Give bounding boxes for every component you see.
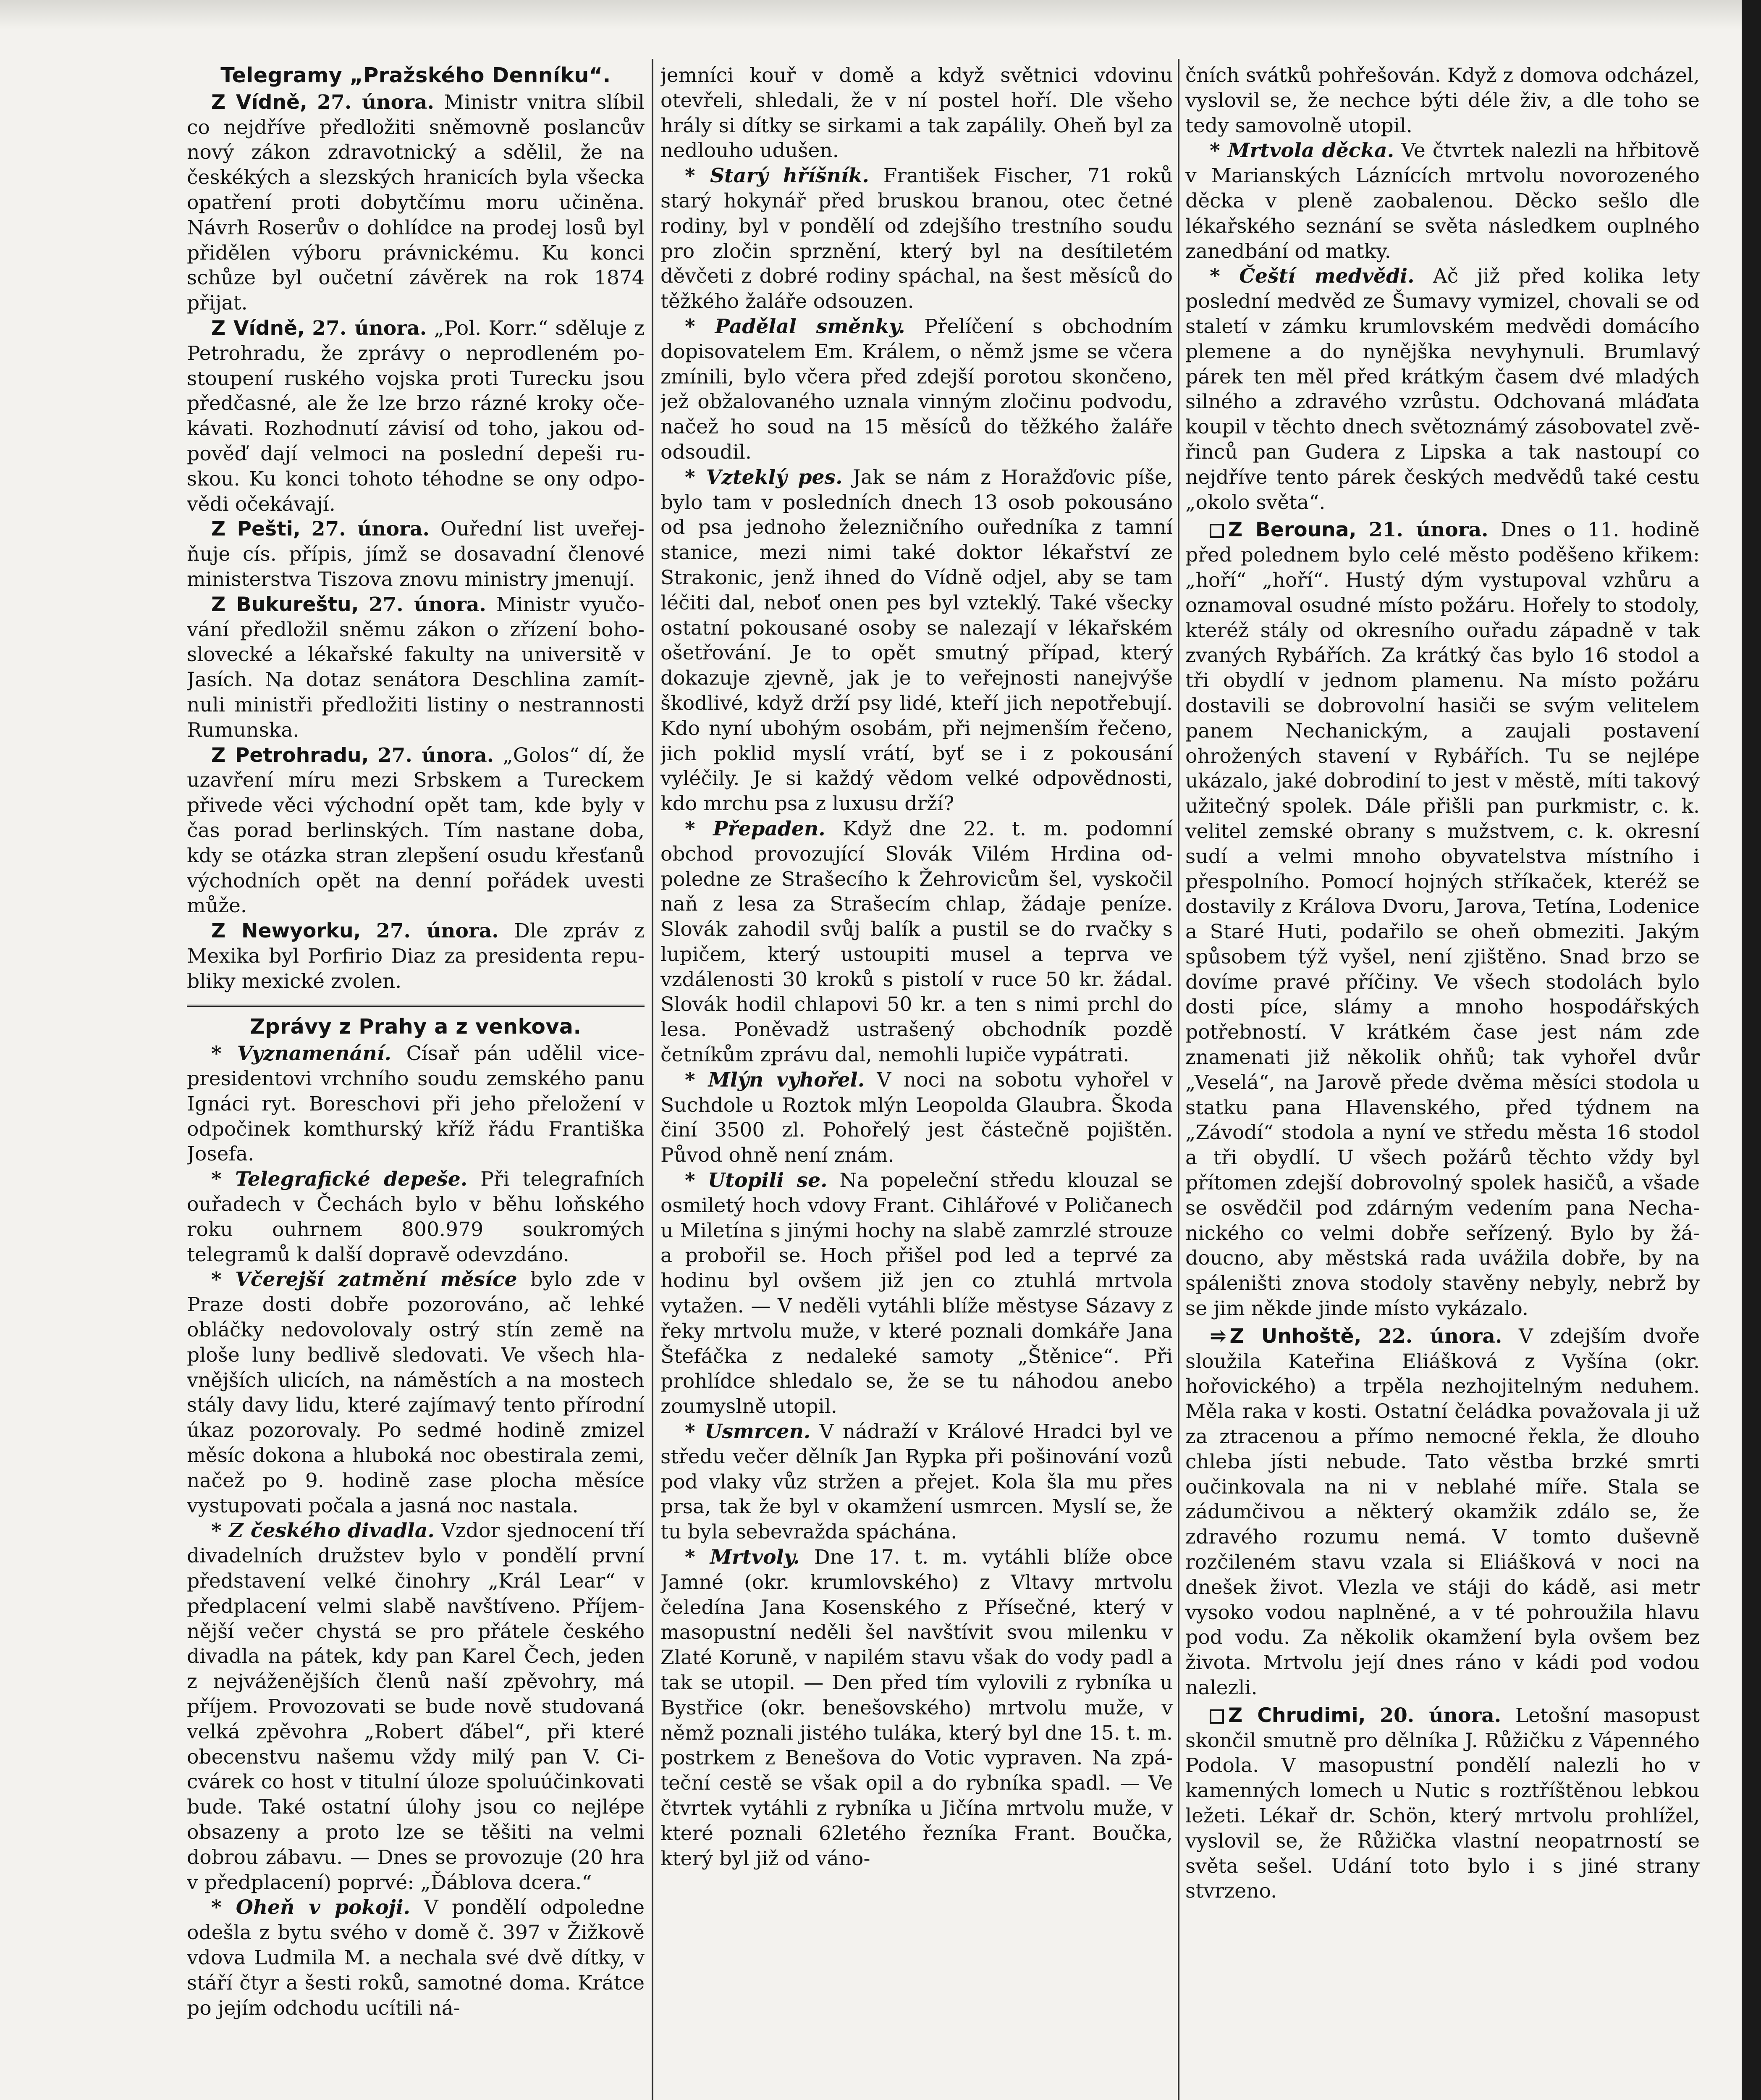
telegram-item [187,592,645,743]
arrow-mark-icon: ⥤ [1210,1324,1226,1348]
news-item [187,1041,645,1167]
asterisk-mark: * [685,315,715,338]
item-keyword: Mrtvola děcka. [1228,139,1394,163]
report-text: V zdejším dvoře sloužila Kateřina Eliášková z Vyšína (okr. hořovického) a trpěla nezhojitelným neduhem. Měla raka v kosti. Ostatní čeládka považovala ji už za ztracenou a přímo nemocné řekla, že dlouho chleba jísti nebude. Tato věstba brzké smrti oučinkovala na ni v neblahé míře. Stala se zádumčivou a některý okamžik zdálo se, že zdravého rozumu nemá. V tomto duševně rozčileném stavu vzala si Eliášková v noci na dnešek život. Vlezla ve stáji do kádě, asi metr vysoko vodou naplněné, a v té pohroužila hlavu pod vodu. Za několik okamžení byla ovšem bez života. Mrtvolu její dnes ráno v kádi pod vodou nalezli. [1185,1324,1700,1699]
item-keyword: Čeští medvědi. [1239,265,1415,288]
item-text: Když dne 22. t. m. podomní obchod provozující Slovák Vilém Hrdina odpoledne ze Strašecího k Žehrovicům šel, vyskočil naň z lesa za Strašecím chlap, žádaje peníze. Slovák zahodil svůj balík a pustil se do rvačky s lupičem, který ustoupiti musel a teprva ve vzdálenosti 30 kroků s pistolí v ruce 50 kr. žádal. Slovák hodil chlapovi 50 kr. a ten s nimi prchl do lesa. Poněvadž ustrašený obchodník pozdě četníkům zprávu dal, nemohli lupiče vypátrati. [660,817,1173,1067]
telegram-text: Ouřední list uveřejňuje cís. přípis, jímž se dosavadní členové ministerstva Tiszova znovu ministry jmenují. [187,517,645,591]
telegram-item [187,919,645,994]
item-keyword: Přepaden. [713,817,825,840]
dateline-date: 21. února. [1368,518,1488,542]
item-keyword: Usmrcen. [705,1420,811,1444]
item-text: V pondělí odpoledne odešla z bytu svého v domě č. 397 v Žižkově vdova Ludmila M. a nechala své dvě dítky, v stáří čtyr a šesti roků, samotné doma. Krátce po jejím odchodu ucítili ná- [187,1896,645,2020]
report-text: Letošní masopust skončil smutně pro dělníka J. Růžičku z Vápenného Podola. V masopustní pondělí nalezli ho v kamenných lomech u Nutic s roztříštěnou lebkou ležeti. Lékař dr. Schön, který mrtvolu prohlížel, vyslovil se, že Růžička vlastní neopatrností se světa sešel. Udání toto bylo i s jiné strany stvrzeno. [1185,1704,1700,1903]
item-keyword: Vzteklý pes. [706,465,843,489]
asterisk-mark: * [685,1420,705,1444]
dateline-place: Z Unhoště, [1229,1324,1362,1348]
telegram-text: Dle zpráv z Mexika byl Porfirio Diaz za presidenta republiky mexické zvolen. [187,919,645,993]
dateline-date: 27. února. [376,919,499,943]
item-keyword: Oheň v pokoji. [236,1896,411,1919]
asterisk-mark: * [685,1169,708,1192]
column-rule [1178,59,1179,2100]
dateline-date: 27. února. [377,743,494,767]
box-icon [1210,1709,1224,1724]
news-item [187,1267,645,1518]
news-item [660,1419,1173,1545]
news-item [1185,138,1700,264]
news-item [660,314,1173,465]
item-text: Císař pán udělil vicepresidentovi vrchního soudu zemského panu Ignáci ryt. Boreschovi při jeho přeložení v odpočinek komthurský kříž řádu Františka Josefa. [187,1042,645,1166]
scan-top-shadow [0,0,1761,29]
asterisk-mark: * [685,817,713,840]
item-keyword: Starý hříšník. [710,164,869,188]
telegram-text: „Golos“ dí, že uzavření míru mezi Srbskem a Tureckem přivede věci východní opět tam, kde byly v čas porad berlinských. Tím nastane doba, kdy se otázka stran zlepšení osudu křesťanů východních opět na denní pořádek uvesti může. [187,743,645,918]
dateline-date: 27. února. [317,90,434,114]
asterisk-mark: * [211,1268,236,1292]
news-item [660,163,1173,314]
local-news-heading: Zprávy z Prahy a z venkova. [250,1015,582,1039]
item-text: Jak se nám z Horažďovic píše, bylo tam v posledních dnech 13 osob pokousáno od psa jednoho železničního ouředníka z tamní stanice, mezi nimi také doktor lékařství ze Strakonic, jenž ihned do Vídně odjel, aby se tam léčiti dal, neboť onen pes byl vzteklý. Také všecky ostatní pokousané osoby se nalezají v lékařském ošetřování. Je to opět smutný případ, který dokazuje zjevně, jak je to veřejnosti nanejvýše škodlivé, když drží psy lidé, kteří jich nepotřebují. Kdo nyní ubohým osobám, při nejmenším řečeno, jich poklid myslí vrátí, byť se i z pokousání vyléčily. Je si každý vědom velké odpovědnosti, kdo mrchu psa z luxusu drží? [660,465,1173,816]
item-text: Na popeleční středu klouzal se osmiletý hoch vdovy Frant. Cihlářové v Poličanech u Miletína s jinými hochy na slabě zamrzlé strouze a probořil se. Hoch přišel pod led a teprvé za hodinu byl ovšem již jen co ztuhlá mrtvola vytažen. — V neděli vytáhli blíže městyse Sázavy z řeky mrtvolu muže, v které poznali domkáře Jana Štefáčka z nedaleké samoty „Štěnice“. Při prohlídce shledalo se, že se tu náhodou anebo zoumyslně utopil. [660,1169,1173,1418]
item-keyword: Vyznamenání. [237,1042,391,1066]
asterisk-mark: * [685,465,706,489]
telegram-text: Ministr vnitra slíbil co nejdříve předložiti sněmovně poslancův nový zákon zdravotnický a sdělil, že na českékých a slezských hranicích byla všecka opatření proti dobytčímu moru učiněna. Návrh Roserův o dohlídce na prodej losů byl přidělen výboru právnickému. Ku konci schůze byl oučetní závěrek na rok 1874 přijat. [187,90,645,315]
dateline-place: Z Pešti, [211,517,301,541]
regional-report [1185,1324,1700,1701]
item-text: V noci na sobotu vyhořel v Suchdole u Roztok mlýn Leopolda Glaubra. Škoda činí 3500 zl. Pohořelý jest částečně pojištěn. Původ ohně není znám. [660,1068,1173,1167]
item-keyword: Z českého divadla. [229,1519,435,1543]
dateline-place: Z Vídně, [211,316,305,340]
asterisk-mark: * [685,1546,710,1569]
news-list [660,163,1173,1871]
item-text: Ve čtvrtek nalezli na hřbitově v Marianských Láznících mrtvolu novorozeného děcka v pleně zaobalenou. Děcko sešlo dle lékařského seznání se světa následkem ouplného zanedbání od matky. [1185,139,1700,263]
regional-report [1185,1703,1700,1904]
news-item [187,1518,645,1895]
telegram-item [187,517,645,592]
telegram-text: „Pol. Korr.“ sděluje z Petrohradu, že zprávy o neprodleném postoupení ruského vojska proti Turecku jsou předčasné, ale že lze brzo rázné kroky očekávati. Rozhodnutí závisí od toho, jakou odpověď dají velmoci na poslední depeši ruskou. Ku konci tohoto téhodne se ony odpovědi očekávají. [187,316,645,516]
news-item [660,1168,1173,1419]
news-item [187,1167,645,1267]
news-item [660,1545,1173,1871]
asterisk-mark: * [211,1519,229,1543]
asterisk-mark: * [211,1168,235,1191]
asterisk-mark: * [211,1042,237,1066]
section-divider [187,1005,645,1007]
news-item [1185,264,1700,515]
dateline-place: Z Chrudimi, [1228,1704,1366,1727]
asterisk-mark: * [685,1068,708,1092]
item-text: Přelíčení s obchodním dopisovatelem Em. Králem, o němž jsme se včera zmínili, bylo včera před zdejší porotou skončeno, jež obžalovaného uznala vinným zločinu podvodu, načež ho soud na 15 měsíců do těžkého žaláře odsoudil. [660,315,1173,464]
item-keyword: Mlýn vyhořel. [708,1068,865,1092]
continued-article: čních svátků pohřešován. Když z domova odcházel, vyslovil se, že nechce býti déle živ, a dle toho se tedy samovolně utopil. [1185,64,1700,137]
scan-right-border [1742,0,1761,2100]
item-text: V nádraží v Králové Hradci byl ve středu večer dělník Jan Rypka při pošinování vozů pod vlaky vůz stržen a přejet. Kola šla mu přes prsa, tak že byl v okamžení usmrcen. Myslí se, že tu byla sebevražda spáchána. [660,1420,1173,1544]
telegram-text: Ministr vyučování předložil sněmu zákon o zřízení bohoslovecké a lékařské fakulty na universitě v Jasích. Na dotaz senátora Deschlina zamítnuli ministři předložiti listiny o nestrannosti Rumunska. [187,593,645,742]
asterisk-mark: * [1210,265,1240,288]
dateline-place: Z Bukureštu, [211,593,359,616]
dateline-place: Z Newyorku, [211,919,361,943]
report-text: Dnes o 11. hodině před polednem bylo celé město poděšeno křikem: „hoří“ „hoří“. Hustý dým vystupoval vzhůru a oznamoval osudné místo požáru. Hořely to stodoly, kteréž stály od okresního ouřadu západně v tak zvaných Rybářích. Za krátký čas bylo 16 stodol a tři obydlí v jednom plamenu. Na místo požáru dostavili se dobrovolní hasiči se svým velitelem panem Nechanickým, a zaujali postavení ohrožených stavení v Rybářích. Tu se nejlépe ukázalo, jaké dobrodiní to jest v městě, míti takový užitečný spolek. Dále přišli pan purkmistr, c. k. velitel zemské obrany s mužstvem, c. k. okresní sudí a velmi mnoho obyvatelstva místního i přespolního. Pomocí hojných stříkaček, kteréž se dostavily z Králova Dvoru, Jarova, Tetína, Lodenice a Staré Huti, podařilo se oheň obmeziti. Jakým spůsobem týž vyšel, není zjištěno. Snad brzo se dovíme pravé příčiny. Ve všech stodolách bylo dosti píce, slámy a mnoho hospodářských potřebností. V krátkém čase jest nám zde znamenati již několik ohňů; tak vyhořel dvůr „Veselá“, na Jarově přede dvěma měsíci stodola u statku pana Hlavenského, před týdnem na „Závodí“ stodola a nyní ve středu města 16 stodol a tři obydlí. U všech požárů těchto vždy byl přítomen zdejší dobrovolný spolek hasičů, a všade se osvědčil pod zdárným vedením pana Nechanického co velmi dobře seřízený. Bylo by žádoucno, aby městská rada uvážila dobře, by na spáleništi znova stodoly stavěny nebyly, nebrž by se jim někde jinde místo vykázalo. [1185,518,1700,1320]
item-keyword: Telegrafické depeše. [235,1168,468,1191]
column-2 [660,63,1173,2100]
item-text: Dne 17. t. m. vytáhli blíže obce Jamné (okr. krumlovského) z Vltavy mrtvolu čeledína Jana Kosenského z Přísečné, který v masopustní neděli šel navštívit svou milenku v Zlaté Koruně, v napilém stavu však do vody padl a tak se utopil. — Den před tím vylovili z rybníka u Bystřice (okr. benešovského) mrtvolu muže, v němž poznali jistého tuláka, který byl dne 15. t. m. postrkem z Benešova do Votic vypraven. Na zpáteční cestě se však opil a do rybníka spadl. — Ve čtvrtek vytáhli z rybníka u Jičína mrtvolu muže, v které poznali 62letého řezníka Frant. Boučka, který byl již od váno- [660,1546,1173,1870]
dateline-date: 22. února. [1378,1324,1502,1348]
news-item [660,1068,1173,1168]
asterisk-mark: * [1210,139,1228,163]
item-keyword: Mrtvoly. [710,1546,800,1569]
news-item [187,1895,645,2021]
continued-article: jemníci kouř v domě a když světnici vdovinu otevřeli, shledali, že v ní postel hoří. Dle všeho hrály si dítky se sirkami a tak zapálily. Oheň byl za nedlouho udušen. [660,64,1173,163]
news-item [660,816,1173,1068]
item-text: Ač již před kolika lety poslední medvěd ze Šumavy vymizel, chovali se od staletí v zámku krumlovském medvědi domácího plemene a do nynějška nevyhynuli. Brumlavý párek ten měl před krátkým časem dvé mladých silného a zdravého vzrůstu. Odchovaná mláďata koupil v těchto dnech světoznámý zásobovatel zvěřinců pan Gudera z Lipska a tak nastoupí co nejdříve tento párek českých medvědů také cestu „okolo světa“. [1185,265,1700,514]
dateline-place: Z Vídně, [211,90,307,114]
dateline-date: 27. února. [312,316,427,340]
column-rule [652,59,653,2100]
item-text: bylo zde v Praze dosti dobře pozorováno, ač lehké obláčky nedovolovaly ostrý stín země na ploše luny bedlivě sledovati. Ve všech hlavnějších ulicích, na náměstích a na mostech stály davy lidu, které zajímavý tento přírodní úkaz pozorovaly. Po sedmé hodině zmizel měsíc dokona a hluboká noc obestirala zemi, načež po 9. hodině zase plocha měsíce vystupovati počala a jasná noc nastala. [187,1268,645,1517]
dateline-date: 20. února. [1380,1704,1502,1727]
item-keyword: Utopili se. [708,1169,828,1192]
item-keyword: Padělal směnky. [715,315,905,338]
item-text: František Fischer, 71 roků starý hokynář před bruskou branou, otec četné rodiny, byl v pondělí od zdejšího trestního soudu pro zločin sprznění, který byl na desítiletém děvčeti z dobré rodiny spáchal, na šest měsíců do těžkého žaláře odsouzen. [660,164,1173,313]
telegram-item [187,90,645,316]
asterisk-mark: * [211,1896,236,1919]
item-text: Při telegrafních ouřadech v Čechách bylo v běhu loňského roku ouhrnem 800.979 soukromých telegramů k další dopravě odevzdáno. [187,1168,645,1266]
box-icon [1210,524,1224,538]
news-item [660,465,1173,816]
dateline-date: 27. února. [369,593,486,616]
asterisk-mark: * [685,164,710,188]
dateline-place: Z Petrohradu, [211,743,369,767]
column-3 [1185,63,1700,2100]
item-text: Vzdor sjednocení tří divadelních družstev bylo v pondělí první představení velké činohry „Král Lear“ v předplacení velmi slabě navštíveno. Příjemnější večer chystá se pro přátele českého divadla na pátek, kdy pan Karel Čech, jeden z nejváženějších členů naší zpěvohry, má příjem. Provozovati se bude nově studovaná velká zpěvohra „Robert ďábel“, při které obecenstvu našemu vždy milý pan V. Cicvárek co host v titulní úloze spoluúčinkovati bude. Také ostatní úlohy jsou co nejlépe obsazeny a proto lze se těšiti na velmi dobrou zábavu. — Dnes se provozuje (20 hra v předplacení) poprvé: „Ďáblova dcera.“ [187,1519,645,1894]
item-keyword: Včerejší zatmění měsíce [235,1268,517,1292]
telegram-item [187,743,645,919]
telegram-list [187,90,645,994]
dateline-place: Z Berouna, [1228,518,1357,542]
local-news-list [187,1041,645,2021]
telegram-item [187,316,645,517]
column-1 [187,63,645,2100]
regional-reports [1185,517,1700,1904]
news-list [1185,138,1700,515]
regional-report [1185,517,1700,1321]
telegrams-heading: Telegramy „Pražského Denníku“. [220,63,611,87]
dateline-date: 27. února. [311,517,430,541]
